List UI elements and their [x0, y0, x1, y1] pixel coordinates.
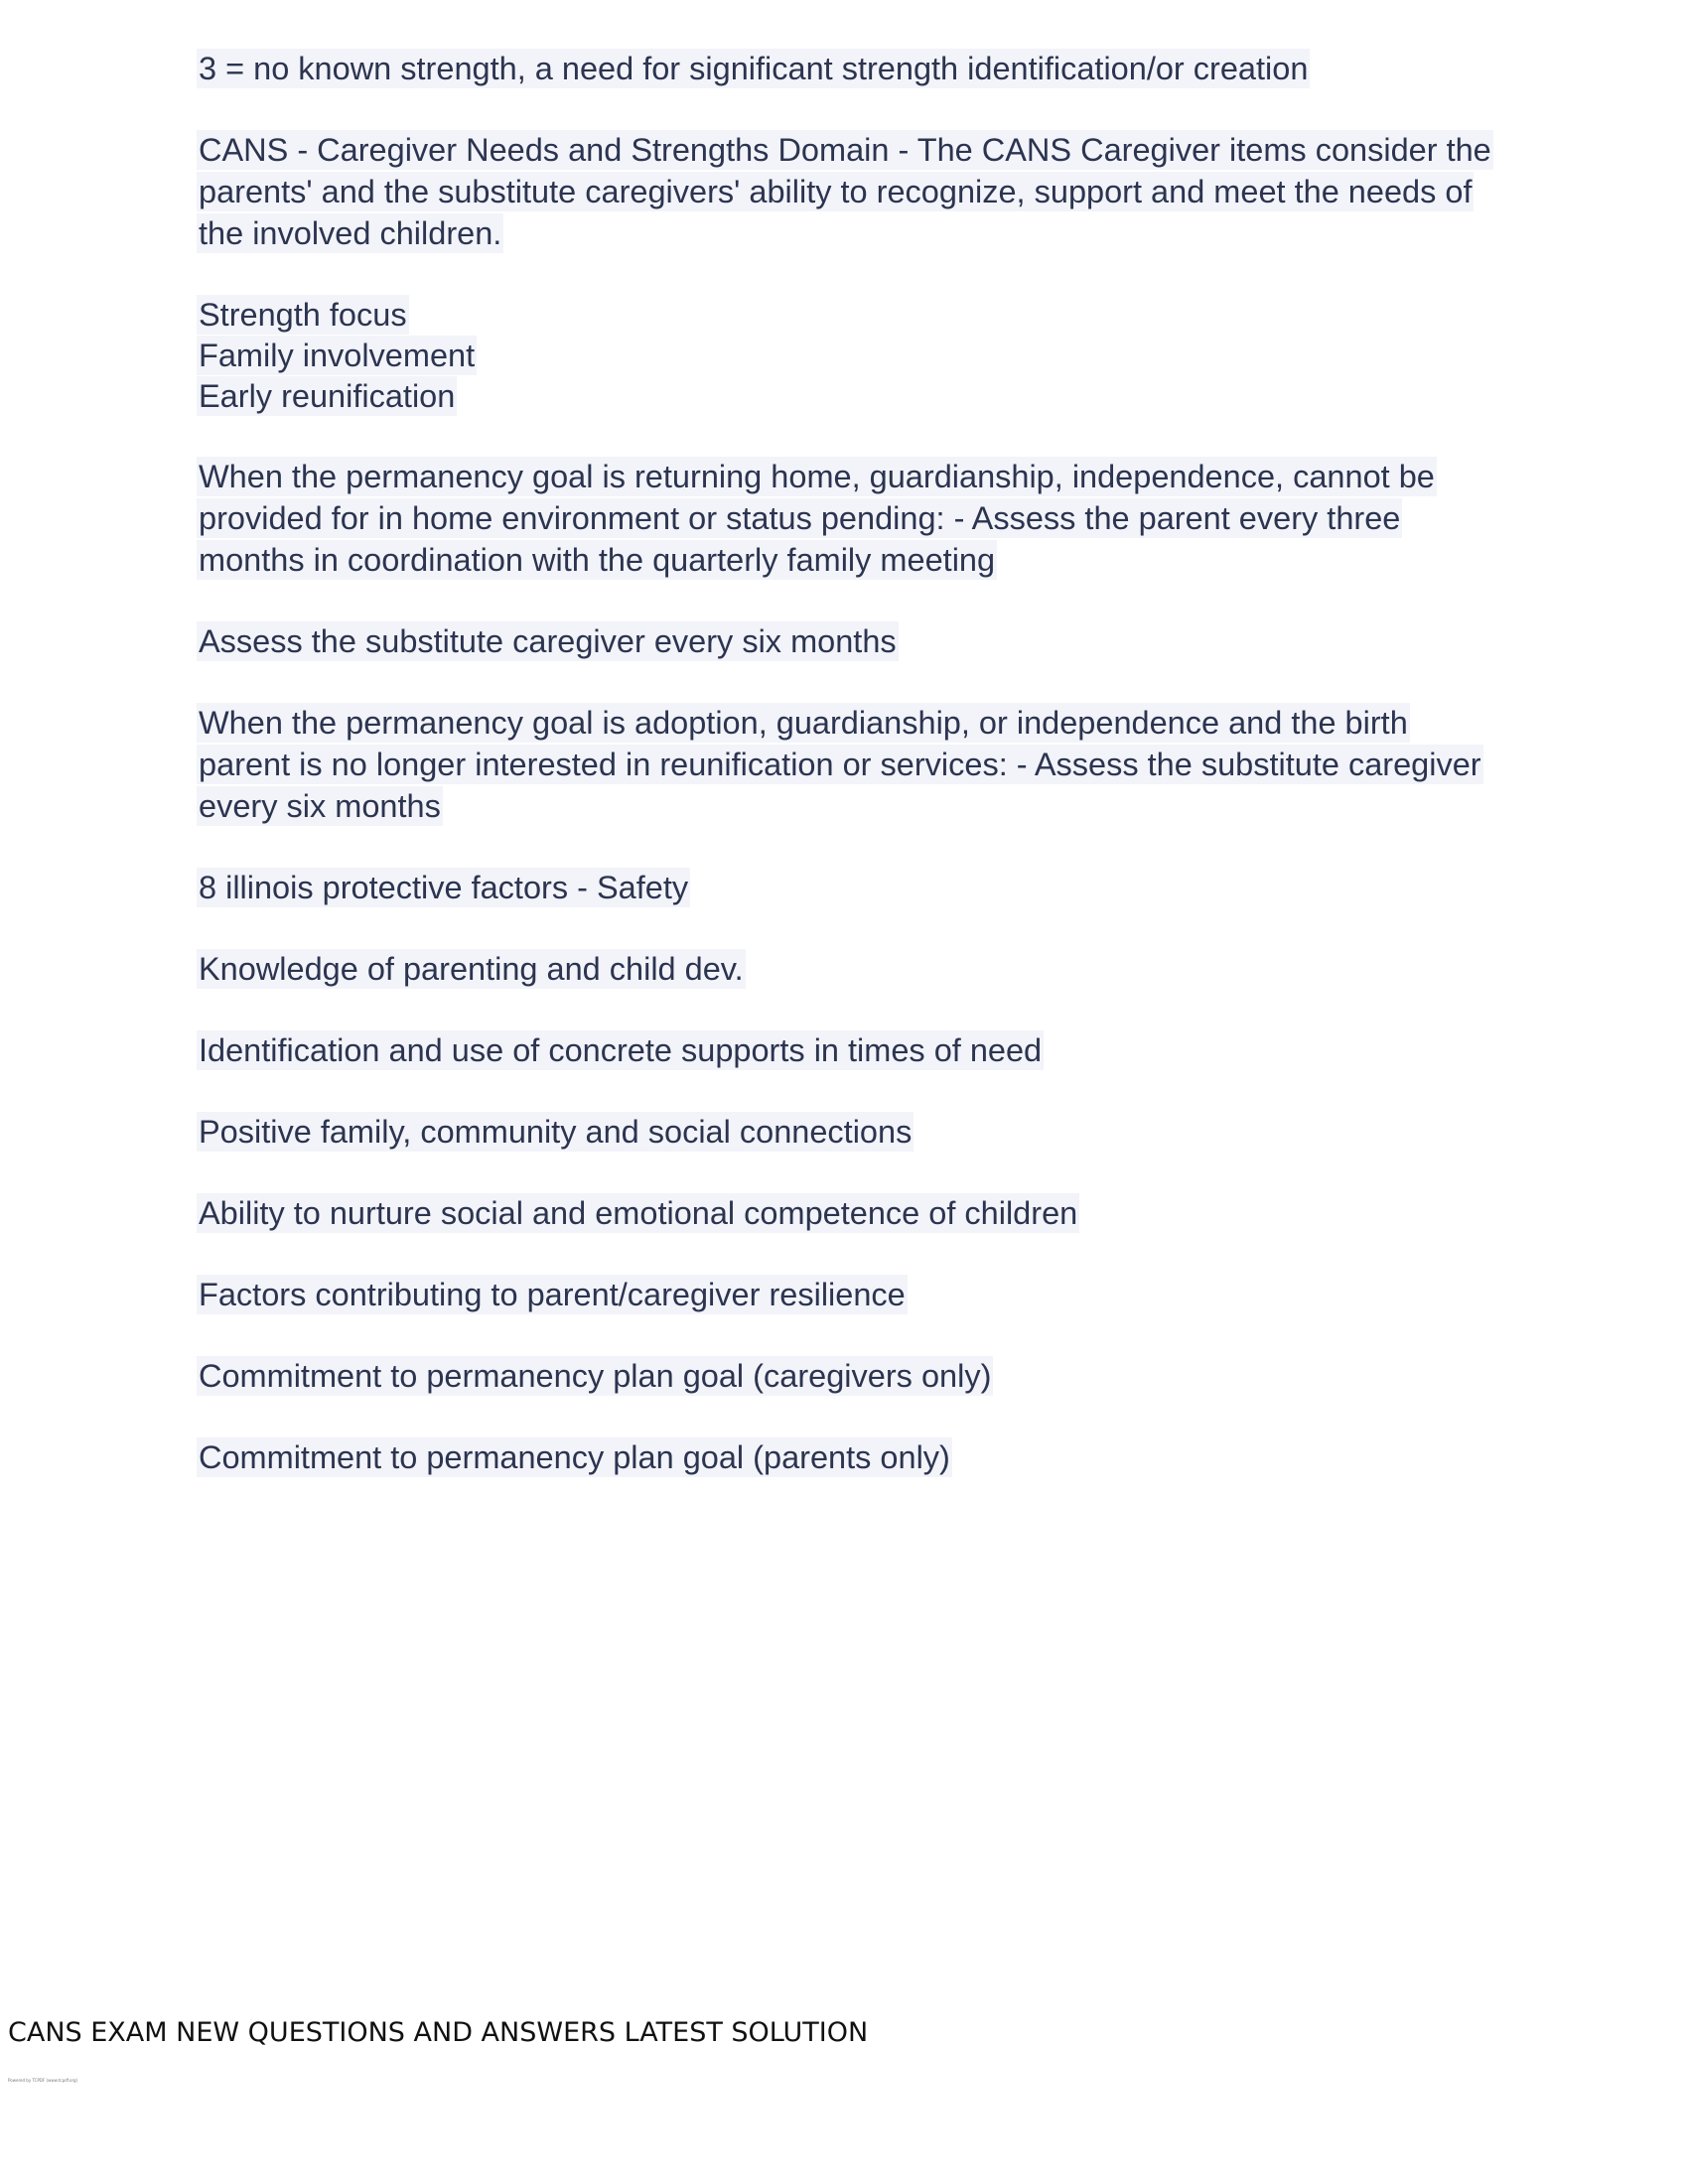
footer-title: CANS EXAM NEW QUESTIONS AND ANSWERS LATEST SOLUTION — [8, 2017, 869, 2048]
paragraph-text: Factors contributing to parent/caregiver resilience — [199, 1277, 906, 1312]
paragraph-commitment-parents — [197, 1436, 1497, 1478]
paragraph-caregiver-domain — [197, 129, 1497, 254]
focus-list — [197, 294, 1497, 416]
paragraph-text: Commitment to permanency plan goal (parents only) — [199, 1439, 950, 1475]
footer-small-text: Powered by TCPDF (www.tcpdf.org) — [8, 2078, 78, 2083]
paragraph-rating-3 — [197, 48, 1497, 89]
paragraph-commitment-caregivers — [197, 1355, 1497, 1397]
paragraph-text: Positive family, community and social connections — [199, 1114, 913, 1150]
paragraph-text: CANS - Caregiver Needs and Strengths Domain - The CANS Caregiver items consider the parents' and the substitute caregivers' ability to recognize, support and meet the needs of the involved children. — [199, 132, 1491, 251]
paragraph-text: When the permanency goal is adoption, guardianship, or independence and the birth parent is no longer interested in reunification or services: - Assess the substitute caregiver every six months — [199, 705, 1481, 824]
paragraph-text: Knowledge of parenting and child dev. — [199, 951, 744, 987]
list-item: Strength focus — [199, 297, 407, 333]
paragraph-protective-factors — [197, 867, 1497, 908]
paragraph-text: 3 = no known strength, a need for significant strength identification/or creation — [199, 51, 1309, 86]
paragraph-resilience — [197, 1274, 1497, 1315]
paragraph-text: Ability to nurture social and emotional competence of children — [199, 1195, 1078, 1231]
paragraph-social-connections — [197, 1111, 1497, 1153]
paragraph-text: When the permanency goal is returning home, guardianship, independence, cannot be provided for in home environment or status pending: - Assess the parent every three months in coordination with the quarterly family meeting — [199, 459, 1435, 578]
list-item: Family involvement — [199, 338, 476, 373]
paragraph-nurture-competence — [197, 1192, 1497, 1234]
paragraph-text: Identification and use of concrete supports in times of need — [199, 1032, 1043, 1068]
paragraph-text: Assess the substitute caregiver every six months — [199, 623, 897, 659]
paragraph-text: 8 illinois protective factors - Safety — [199, 870, 689, 905]
document-body — [197, 48, 1497, 1518]
paragraph-knowledge-parenting — [197, 948, 1497, 990]
list-item: Early reunification — [199, 378, 456, 414]
paragraph-assess-substitute — [197, 620, 1497, 662]
paragraph-permanency-return-home — [197, 456, 1497, 581]
paragraph-permanency-adoption — [197, 702, 1497, 827]
paragraph-text: Commitment to permanency plan goal (caregivers only) — [199, 1358, 992, 1394]
paragraph-concrete-supports — [197, 1029, 1497, 1071]
